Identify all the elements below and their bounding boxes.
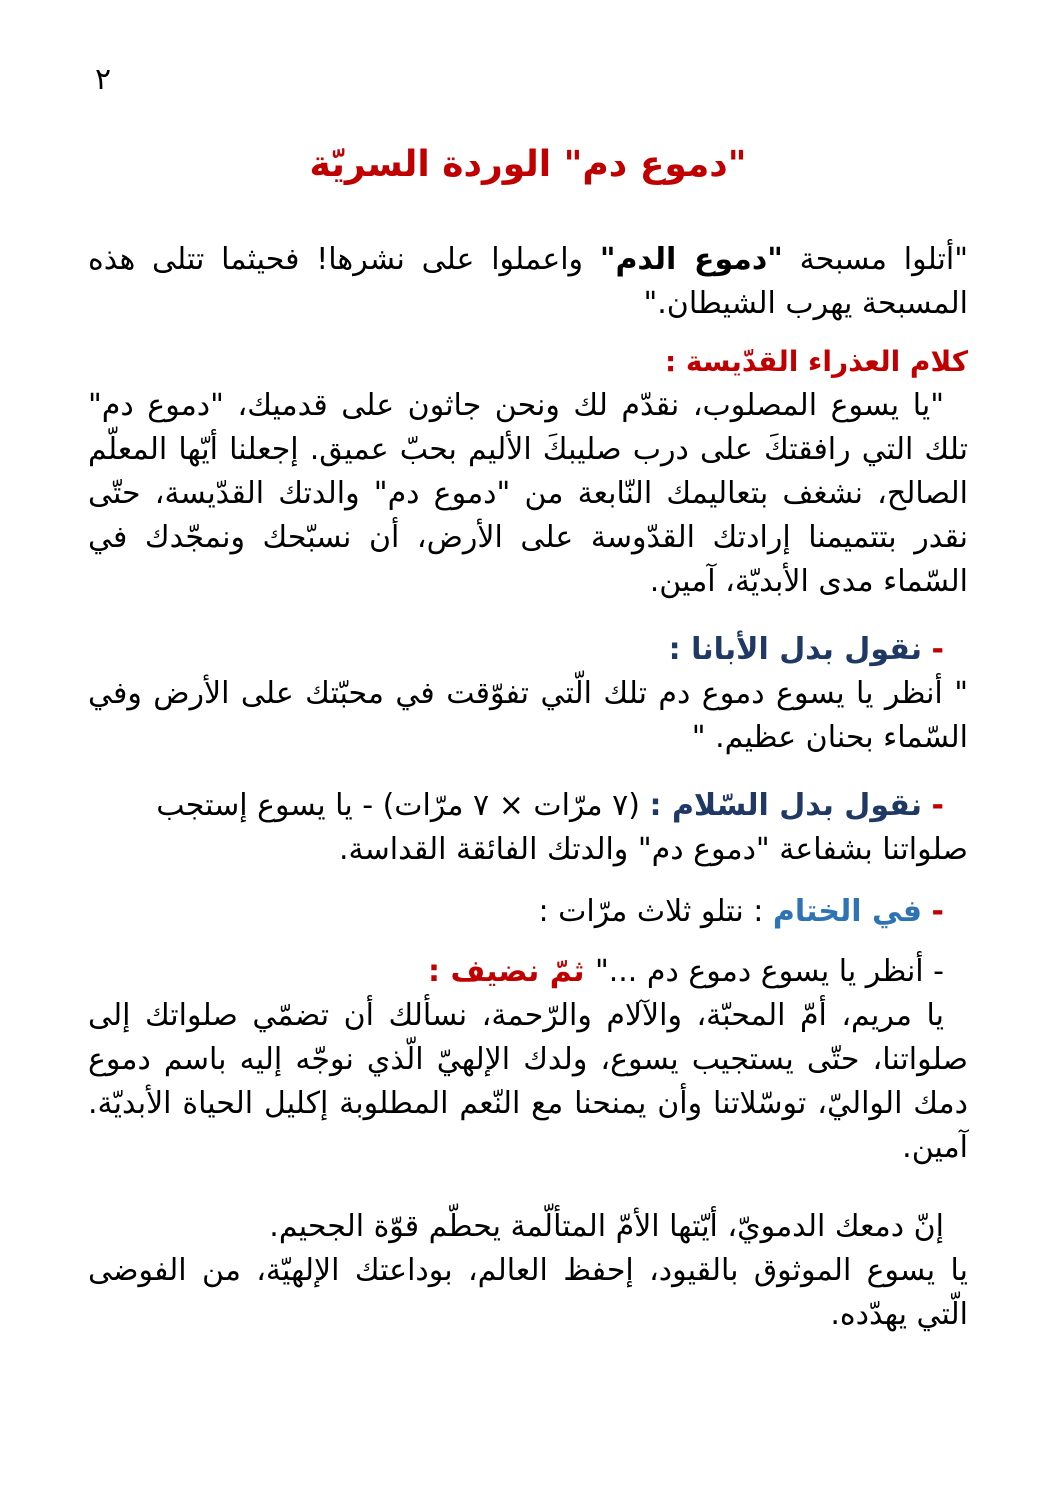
hail-mary-heading: نقول بدل السّلام : (649, 788, 922, 823)
quote-part-2: واعملوا على نشرها! فحيثما تتلى هذه المسبحة يهرب الشيطان." (88, 242, 968, 321)
opening-quote (88, 238, 968, 326)
final-section (88, 1205, 968, 1337)
hail-mary-count: (٧ مرّات × ٧ مرّات) (382, 788, 640, 823)
hail-mary-rest: صلواتنا بشفاعة "دموع دم" والدتك الفائقة القداسة. (338, 832, 968, 867)
final-line-1: إنّ دمعك الدمويّ، أيّتها الأمّ المتألّمة يحطّم قوّة الجحيم. (269, 1209, 944, 1244)
mary-section (88, 950, 968, 1170)
our-father-text: " أنظر يا يسوع دموع دم تلك الّتي تفوّقت في محبّتك على الأرض وفي السّماء بحنان عظيم. " (88, 676, 968, 755)
virgin-section (88, 340, 968, 604)
then-add-text: - أنظر يا يسوع دموع دم ..." (594, 954, 944, 989)
dash: - (931, 632, 944, 667)
then-add-line (88, 950, 968, 994)
virgin-heading: كلام العذراء القدّيسة : (664, 345, 968, 378)
quote-part-1: "أتلوا مسبحة (782, 242, 968, 277)
hail-mary-section (88, 784, 968, 872)
page-number: ٢ (95, 62, 112, 97)
closing-line (88, 890, 968, 934)
our-father-section (88, 628, 968, 760)
our-father-heading: نقول بدل الأبانا : (668, 632, 922, 667)
quote-bold: "دموع الدم" (599, 242, 783, 277)
hail-mary-inline: - يا يسوع إستجب (156, 788, 383, 823)
virgin-text: "يا يسوع المصلوب، نقدّم لك ونحن جاثون على قدميك، "دموع دم" تلك التي رافقتكَ على درب صليبكَ الأليم بحبّ عميق. إجعلنا أيّها المعلّم الصالح، نشغف بتعاليمك النّابعة من "دموع دم" والدتك القدّيسة، حتّى نقدر بتتميمنا إرادتك القدّوسة على الأرض، أن نسبّحك ونمجّدك في السّماء مدى الأبديّة، آمين. (88, 388, 968, 599)
then-add-heading: ثمّ نضيف : (428, 954, 595, 989)
closing-heading: في الختام (772, 894, 922, 929)
dash: - (931, 788, 944, 823)
final-line-2: يا يسوع الموثوق بالقيود، إحفظ العالم، بوداعتك الإلهيّة، من الفوضى الّتي يهدّده. (88, 1253, 968, 1332)
closing-text: : نتلو ثلاث مرّات : (538, 894, 773, 929)
page-title: "دموع دم" الوردة السريّة (309, 144, 747, 185)
dash: - (931, 894, 944, 929)
hail-mary-line (88, 784, 968, 828)
our-father-heading-line (88, 628, 968, 672)
mary-prayer: يا مريم، أمّ المحبّة، والآلام والرّحمة، نسألك أن تضمّي صلواتك إلى صلواتنا، حتّى يستجيب يسوع، ولدك الإلهيّ الّذي نوجّه إليه باسم دموع دمك الواليّ، توسّلاتنا وأن يمنحنا مع النّعم المطلوبة إكليل الحياة الأبديّة. آمين. (88, 998, 968, 1165)
